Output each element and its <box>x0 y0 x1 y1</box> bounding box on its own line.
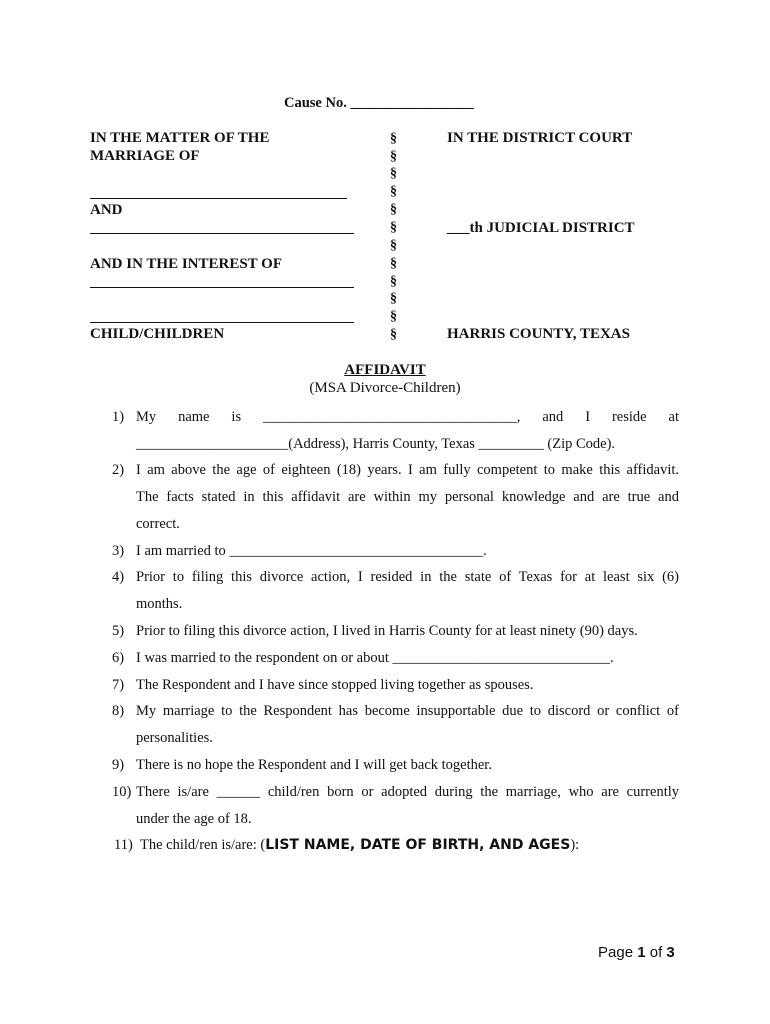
section-mark: § <box>390 327 397 342</box>
section-mark: § <box>390 291 397 306</box>
section-mark: § <box>390 238 397 253</box>
total-pages: 3 <box>666 944 675 961</box>
item-2-line-3: correct. <box>136 516 180 532</box>
affidavit-subtitle: (MSA Divorce-Children) <box>309 380 461 396</box>
item-9-line-1: There is no hope the Respondent and I will get back together. <box>136 757 492 773</box>
section-mark: § <box>390 309 397 324</box>
item-10-line-1: There is/are ______ child/ren born or adopted during the marriage, who are currently <box>136 784 679 800</box>
item-4-line-2: months. <box>136 596 183 612</box>
item-4-line-1: Prior to filing this divorce action, I resided in the state of Texas for at least six (6) <box>136 569 679 585</box>
child-blank-line-1 <box>90 287 354 288</box>
current-page: 1 <box>637 944 646 961</box>
item-number: 1) <box>112 409 125 425</box>
item-11-prefix: The child/ren is/are: ( <box>140 837 266 853</box>
party-two-blank-line <box>90 233 354 234</box>
item-5-line-1: Prior to filing this divorce action, I lived in Harris County for at least ninety (90) days. <box>136 623 638 639</box>
item-1-line-2: _____________________(Address), Harris County, Texas _________ (Zip Code). <box>136 436 616 452</box>
child-blank-line-2 <box>90 322 354 323</box>
item-number: 5) <box>112 623 125 639</box>
item-number: 8) <box>112 703 125 719</box>
item-8-line-1: My marriage to the Respondent has become insupportable due to discord or conflict of <box>136 703 679 719</box>
caption-district-court: IN THE DISTRICT COURT <box>447 130 633 146</box>
caption-judicial-district: ___th JUDICIAL DISTRICT <box>447 220 635 236</box>
item-number: 6) <box>112 650 125 666</box>
item-number: 10) <box>112 784 132 800</box>
cause-number: Cause No. _________________ <box>284 95 474 111</box>
item-7-line-1: The Respondent and I have since stopped living together as spouses. <box>136 677 534 693</box>
section-mark: § <box>390 131 397 146</box>
section-mark: § <box>390 274 397 289</box>
item-3-line-1: I am married to ___________________________________. <box>136 543 487 559</box>
section-mark: § <box>390 149 397 164</box>
section-mark: § <box>390 166 397 181</box>
item-11-suffix: ): <box>570 837 580 853</box>
caption-children: CHILD/CHILDREN <box>90 326 225 342</box>
item-1-line-1: My name is ___________________________________, and I reside at <box>136 409 679 425</box>
item-10-line-2: under the age of 18. <box>136 811 252 827</box>
item-6-line-1: I was married to the respondent on or about ______________________________. <box>136 650 614 666</box>
item-number: 9) <box>112 757 125 773</box>
section-mark: § <box>390 184 397 199</box>
affidavit-title: AFFIDAVIT <box>344 362 426 378</box>
item-number: 4) <box>112 569 125 585</box>
party-one-blank-line <box>90 198 347 199</box>
caption-matter-line2: MARRIAGE OF <box>90 148 200 164</box>
caption-county: HARRIS COUNTY, TEXAS <box>447 326 630 342</box>
page-indicator <box>598 944 675 961</box>
caption-matter-line1: IN THE MATTER OF THE <box>90 130 270 146</box>
item-2-line-1: I am above the age of eighteen (18) years. I am fully competent to make this affidavit. <box>136 462 679 478</box>
page-word: Page <box>598 944 634 961</box>
item-2-line-2: The facts stated in this affidavit are within my personal knowledge and are true and <box>136 489 679 505</box>
item-number: 3) <box>112 543 125 559</box>
item-11-emphasis: LIST NAME, DATE OF BIRTH, AND AGES <box>265 837 571 853</box>
item-number: 7) <box>112 677 125 693</box>
section-mark: § <box>390 256 397 271</box>
of-word: of <box>649 944 663 961</box>
caption-and: AND <box>90 202 123 218</box>
caption-interest: AND IN THE INTEREST OF <box>90 256 282 272</box>
item-number: 11) <box>114 837 133 853</box>
section-mark: § <box>390 220 397 235</box>
section-mark: § <box>390 202 397 217</box>
item-11-line-1 <box>140 837 579 854</box>
item-number: 2) <box>112 462 125 478</box>
item-8-line-2: personalities. <box>136 730 213 746</box>
